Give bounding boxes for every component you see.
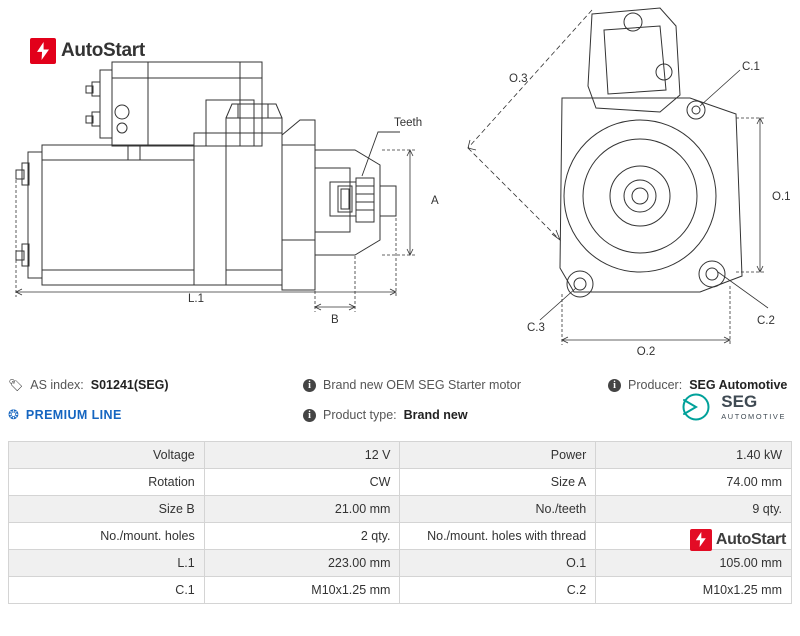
product-type-label: Product type: [323, 408, 397, 422]
spec-label: Voltage [9, 442, 205, 469]
spec-value: 223.00 mm [204, 550, 400, 577]
premium-line-label: PREMIUM LINE [25, 408, 122, 422]
brand-name: AutoStart [61, 40, 145, 61]
table-row [9, 469, 792, 496]
specifications-table [8, 441, 792, 604]
spec-label: O.1 [400, 550, 596, 577]
spec-label: Size B [9, 496, 205, 523]
producer-value: SEG Automotive [689, 378, 788, 392]
spec-value: 105.00 mm [596, 550, 792, 577]
spec-value: 2 qty. [204, 523, 400, 550]
spec-value: M10x1.25 mm [596, 577, 792, 604]
seg-automotive-logo [680, 392, 786, 422]
as-index-value: S01241(SEG) [90, 378, 169, 392]
spec-label: No./teeth [400, 496, 596, 523]
seg-circle-icon [680, 392, 714, 422]
spec-label: C.1 [9, 577, 205, 604]
label-dimension-b: B [331, 314, 339, 326]
tag-icon: 🏷 [8, 378, 24, 392]
label-dimension-o2: O.2 [636, 346, 656, 358]
label-dimension-a: A [431, 195, 439, 207]
seg-logo-subtitle: AUTOMOTIVE [721, 412, 786, 421]
producer-label: Producer: [628, 378, 683, 392]
spec-label: Power [400, 442, 596, 469]
label-dimension-c2: C.2 [757, 315, 775, 327]
info-icon: i [303, 379, 316, 392]
info-column-middle [303, 370, 608, 430]
spec-value: 9 qty. [596, 496, 792, 523]
product-info-strip [0, 362, 800, 434]
spec-value: 1.40 kW [596, 442, 792, 469]
spec-label: L.1 [9, 550, 205, 577]
info-icon: i [608, 379, 621, 392]
brand-name: AutoStart [715, 531, 786, 548]
spec-value: M10x1.25 mm [204, 577, 400, 604]
as-index-label: AS index: [30, 378, 84, 392]
spec-value: CW [204, 469, 400, 496]
spec-label: Rotation [9, 469, 205, 496]
description-text: Brand new OEM SEG Starter motor [323, 378, 521, 392]
spec-label: No./mount. holes with thread [400, 523, 596, 550]
as-index-row [8, 370, 303, 400]
brand-logo [30, 38, 145, 64]
info-column-left [8, 370, 303, 430]
spec-value [596, 523, 792, 550]
label-dimension-o3: O.3 [509, 73, 528, 85]
label-dimension-o1: O.1 [772, 191, 791, 203]
label-dimension-c3: C.3 [527, 322, 545, 334]
product-type-row [303, 400, 608, 430]
spec-label: C.2 [400, 577, 596, 604]
label-dimension-c1: C.1 [742, 61, 760, 73]
spec-value: 74.00 mm [596, 469, 792, 496]
info-icon: i [303, 409, 316, 422]
table-row [9, 550, 792, 577]
label-dimension-l1: L.1 [188, 293, 204, 305]
spec-label: No./mount. holes [9, 523, 205, 550]
seg-logo-name: SEG [721, 392, 758, 411]
premium-line-row [8, 400, 303, 430]
spec-label: Size A [400, 469, 596, 496]
lightning-bolt-icon [30, 38, 56, 64]
table-row [9, 577, 792, 604]
description-row [303, 370, 608, 400]
spec-value: 21.00 mm [204, 496, 400, 523]
label-teeth: Teeth [394, 117, 423, 129]
spec-value: 12 V [204, 442, 400, 469]
table-row [9, 496, 792, 523]
diamond-icon: ❂ [8, 407, 19, 422]
table-row [9, 523, 792, 550]
table-row [9, 442, 792, 469]
product-type-value: Brand new [403, 408, 468, 422]
